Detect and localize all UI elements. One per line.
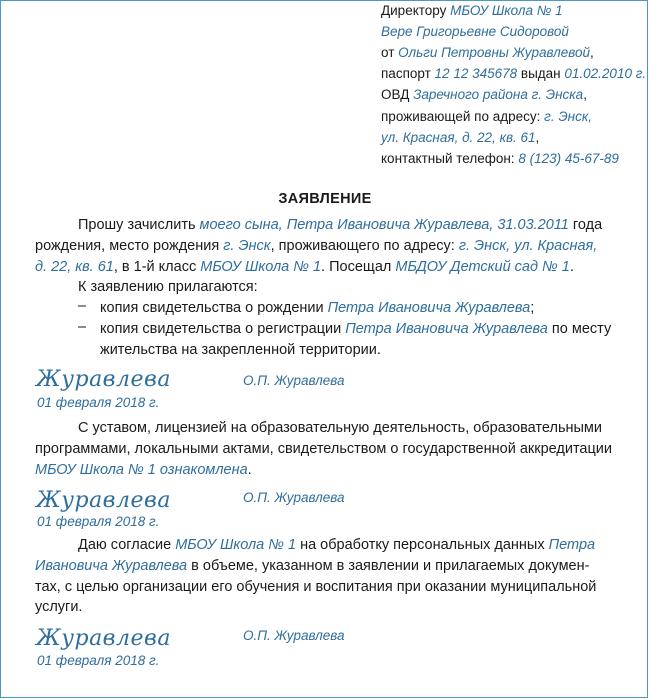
child-address: г. Энск, ул. Красная, bbox=[458, 237, 598, 254]
ovd-line: ОВД Заречного района г. Энска, bbox=[381, 87, 587, 102]
director-name-line bbox=[381, 21, 569, 42]
list-bullet: – bbox=[78, 319, 87, 335]
attachment-item-2: копия свидетельства о регистрации Петра Ивановича Журавлева по месту жительства на закрепленной территории. bbox=[100, 321, 612, 358]
list-bullet: – bbox=[78, 298, 87, 314]
signature-date: 01 февраля 2018 г. bbox=[37, 395, 160, 410]
attachments-intro: К заявлению прилагаются: bbox=[78, 279, 258, 296]
director-line: Директору МБОУ Школа № 1 bbox=[381, 3, 563, 18]
applicant-line: от Ольги Петровны Журавлевой, bbox=[381, 45, 594, 60]
phone-line: контактный телефон: 8 (123) 45-67-89 bbox=[381, 151, 619, 166]
phone-number: 8 (123) 45-67-89 bbox=[518, 151, 619, 166]
passport-number: 12 12 345678 bbox=[434, 66, 518, 81]
attachment-item-1: копия свидетельства о рождении Петра Ивановича Журавлева; bbox=[100, 300, 535, 316]
signature-date: 01 февраля 2018 г. bbox=[37, 653, 160, 668]
familiarization-paragraph: С уставом, лицензией на образовательную деятельность, образовательными программами, локальными актами, свидетельством о государственной аккредитации МБОУ Школа № 1 ознакомлена. bbox=[35, 420, 612, 478]
signer-name: О.П. Журавлева bbox=[243, 490, 345, 505]
kindergarten: МБДОУ Детский сад № 1 bbox=[395, 258, 570, 275]
child-info: моего сына, Петра Ивановича Журавлева, 31.03.2011 bbox=[199, 217, 569, 233]
consent-paragraph: Даю согласие МБОУ Школа № 1 на обработку персональных данных Петра Ивановича Журавлева в объеме, указанном в заявлении и прилагаемых докумен- тах, с целью организации его обучения и воспитания при оказании муниципальной услуги. bbox=[35, 537, 597, 616]
passport-line: паспорт 12 12 345678 выдан 01.02.2010 г. bbox=[381, 66, 647, 81]
applicant-name: Ольги Петровны Журавлевой bbox=[398, 45, 591, 60]
school-name: МБОУ Школа № 1 bbox=[450, 3, 563, 18]
birthplace: г. Энск bbox=[223, 237, 271, 254]
address-line1: г. Энск, bbox=[544, 109, 592, 124]
ovd-name: Заречного района г. Энска bbox=[413, 87, 584, 102]
request-paragraph: Прошу зачислить моего сына, Петра Ивановича Журавлева, 31.03.2011 года рождения, место рождения г. Энск, проживающего по адресу: г. Энск, ул. Красная, д. 22, кв. 61, в 1-й класс МБОУ Школа № 1. Посещал МБДОУ Детский сад № 1. К заявлению прилагаются: bbox=[35, 215, 622, 298]
passport-issued-date: 01.02.2010 г. bbox=[564, 66, 647, 81]
school-acknowledged: МБОУ Школа № 1 ознакомлена bbox=[35, 461, 248, 478]
child-address-cont: д. 22, кв. 61 bbox=[35, 258, 114, 275]
handwritten-signature: Журавлева bbox=[36, 626, 171, 651]
signature-date: 01 февраля 2018 г. bbox=[37, 514, 160, 529]
target-school: МБОУ Школа № 1 bbox=[200, 258, 322, 275]
signer-name: О.П. Журавлева bbox=[243, 373, 345, 388]
handwritten-signature: Журавлева bbox=[36, 367, 171, 392]
address-line2: ул. Красная, д. 22, кв. 61 bbox=[381, 130, 536, 145]
director-name: Вере Григорьевне Сидоровой bbox=[381, 24, 569, 39]
document-title: ЗАЯВЛЕНИЕ bbox=[278, 191, 372, 207]
handwritten-signature: Журавлева bbox=[36, 488, 171, 513]
residence-line: проживающей по адресу: г. Энск, bbox=[381, 109, 592, 124]
address-line: ул. Красная, д. 22, кв. 61, bbox=[381, 130, 540, 145]
signer-name: О.П. Журавлева bbox=[243, 628, 345, 643]
consent-school: МБОУ Школа № 1 bbox=[175, 537, 297, 553]
